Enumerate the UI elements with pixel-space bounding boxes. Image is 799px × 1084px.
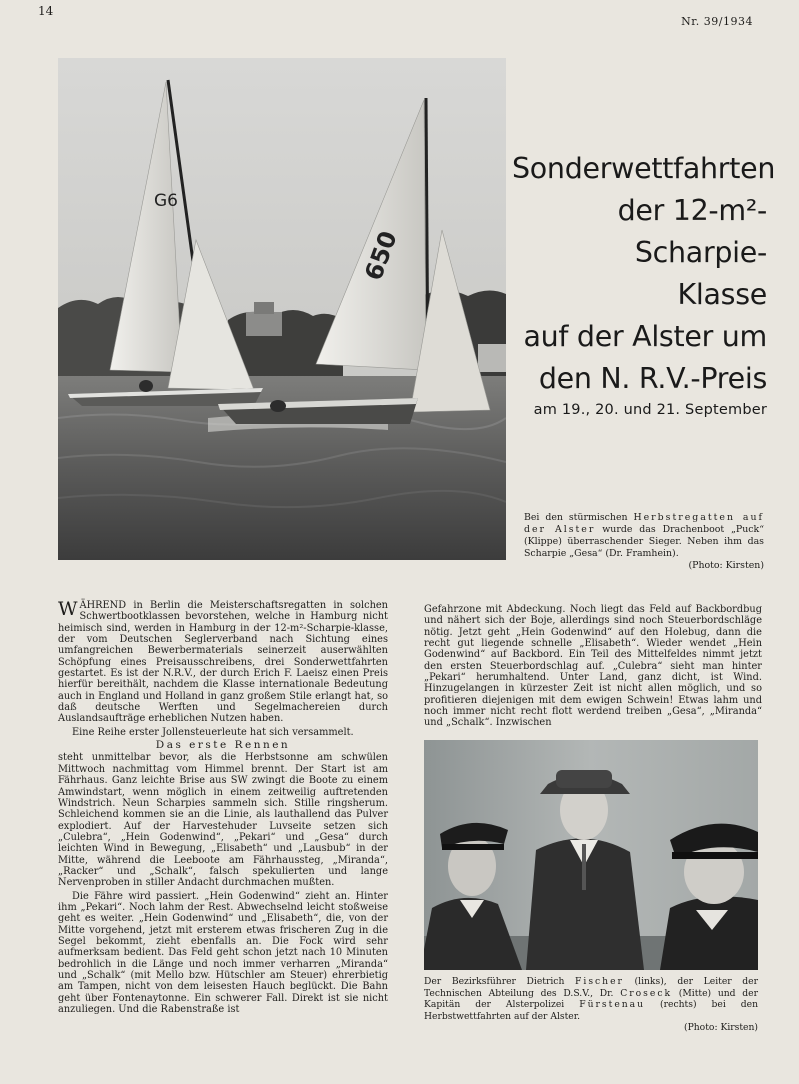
article-column-left — [58, 600, 388, 1015]
caption-name-croseck: Croseck — [620, 987, 673, 999]
article-paragraph: Die Fähre wird passiert. „Hein Godenwind“ zieht an. Hinter ihm „Pekari“. Noch lahm der Rest. Abwechselnd leicht stoßweise geht es weiter. „Hein Godenwind“ und „Elisabeth“, die, von der Mitte vorgehend, jetzt mit ersterem etwas frischeren Zug in die Segel bekommt, zieht ebenfalls an. Die Fock wird sehr aufmerksam bedient. Das Feld geht schon jetzt nach 10 Minuten bedrohlich in die Länge und noch immer verharren „Miranda“ und „Schalk“ (mit Mello bzw. Hütschler am Steuer) ehrerbietig am Tampen, nicht von dem leisesten Hauch beglückt. Die Bahn geht über Fontenaytonne. Ein schwerer Fall. Direkt ist sie nicht anzuliegen. Und die Rabenstraße ist — [58, 890, 388, 1016]
headline-line: Sonderwettfahrten — [512, 152, 776, 185]
headline-line: Klasse — [677, 278, 767, 311]
headline-subtitle: am 19., 20. und 21. September — [533, 402, 767, 418]
article-paragraph: steht unmittelbar bevor, als die Herbstsonne am schwülen Mittwoch nachmittag vom Himmel brennt. Der Start ist am Fährhaus. Ganz leichte Brise aus SW zwingt die Boote zu einem Amwindstart, wenn möglich in einem zeitweilig auftretenden Windstrich. Neun Scharpies sammeln sich. Stille ringsherum. Schleichend kommen sie an die Linie, als lauthallend das Pulver explodiert. Auf der Harvestehuder Luvseite setzen sich „Culebra“, „Hein Godenwind“, „Pekari“ und „Gesa“ durch leichten Wind in Bewegung, „Elisabeth“ und „Lausbub“ in der Mitte, während die Leeboote am Fährhaussteg, „Miranda“, „Racker“ und „Schalk“, falsch spekulierten und lange Nervenproben in stiller Andacht durchmachen mußten. — [58, 752, 388, 889]
article-paragraph: Gefahrzone mit Abdeckung. Noch liegt das Feld auf Backbordbug und nähert sich der Boje, allerdings sind noch Steuerbordschläge nötig. Jetzt geht „Hein Godenwind“ auf den Holebug, dann die recht gut liegende schnelle „Elisabeth“. Wieder wendet „Hein Godenwind“ auf Backbord. Ein Teil des Mittelfeldes nimmt jetzt den ersten Steuerbordschlag auf. „Culebra“ sieht man hinter „Pekari“ herumhaltend. Unter Land, ganz dicht, ist Wind. Hinzugelangen in kürzester Zeit ist nicht allen möglich, und so profitieren diejenigen mit dem ewigen Schwein! Etwas lahm und noch immer nicht recht flott werdend treiben „Gesa“, „Miranda“ und „Schalk“. Inzwischen — [424, 604, 762, 729]
headline-line: den N. R.V.-Preis — [538, 362, 767, 395]
right-sail-number: 650 — [359, 227, 403, 285]
caption-name-fischer: Fischer — [575, 976, 624, 987]
caption-text-spaced: Herbstregatten auf der Alster — [524, 512, 764, 535]
left-sail-number: G6 — [154, 191, 178, 211]
caption-text: Bei den stürmischen — [524, 512, 634, 523]
section-heading: Das erste Rennen — [155, 739, 291, 752]
caption-text: Der Bezirksführer Dietrich — [424, 976, 575, 987]
caption-text: (links), der Leiter der Technischen Abteilung des D.S.V., Dr. — [424, 976, 758, 999]
article-column-right — [424, 604, 762, 729]
regatta-photo — [58, 58, 506, 560]
caption-name-fuerstenau: Fürstenau — [579, 999, 646, 1011]
headline-line: auf der Alster um — [523, 320, 767, 353]
page-number: 14 — [38, 4, 54, 18]
photo-credit: (Photo: Kirsten) — [684, 1022, 758, 1034]
issue-number: Nr. 39/1934 — [681, 15, 753, 28]
paragraph-text: ÄHREND in Berlin die Meisterschaftsregatten in solchen Schwertbootklassen bevorstehen, welche in Hamburg nicht heimisch sind, werden in Hamburg in der 12-m²-Scharpie-klasse, der vom Deutschen Seglerverband nach Sichtung eines umfangreichen Bewerbermaterials seinerzeit auserwählten Schöpfung eines Preisausschreibens, drei Sonderwettfahrten gestartet. Es ist der N.R.V., der durch Erich F. Laeisz einen Preis hierfür bereithält, nachdem die Klasse internationale Bedeutung auch in England und Holland in ganz großem Stile erlangt hat, so daß deutsche Werften und Segelmachereien durch Auslandsaufträge erheblichen Nutzen haben. — [58, 600, 388, 725]
caption-text: (Mitte) und der Kapitän der Alsterpolizei — [424, 987, 759, 1011]
caption-text: wurde das Drachenboot „Puck“ (Klippe) überraschender Sieger. Neben ihm das Scharpie „Gesa“ (Dr. Framhein). — [524, 524, 764, 559]
photo-caption-top — [524, 512, 764, 572]
drop-cap: W — [58, 598, 78, 620]
photo-credit: (Photo: Kirsten) — [688, 560, 764, 571]
photo-caption-bottom — [424, 976, 758, 1034]
officials-photo — [424, 740, 758, 970]
caption-text: (rechts) bei den Herbstwettfahrten auf der Alster. — [424, 999, 758, 1022]
article-paragraph: Eine Reihe erster Jollensteuerleute hat sich versammelt. — [72, 726, 354, 738]
headline-line: der 12-m²-Scharpie- — [617, 194, 767, 269]
article-paragraph — [58, 600, 388, 725]
article-headline — [512, 148, 776, 418]
